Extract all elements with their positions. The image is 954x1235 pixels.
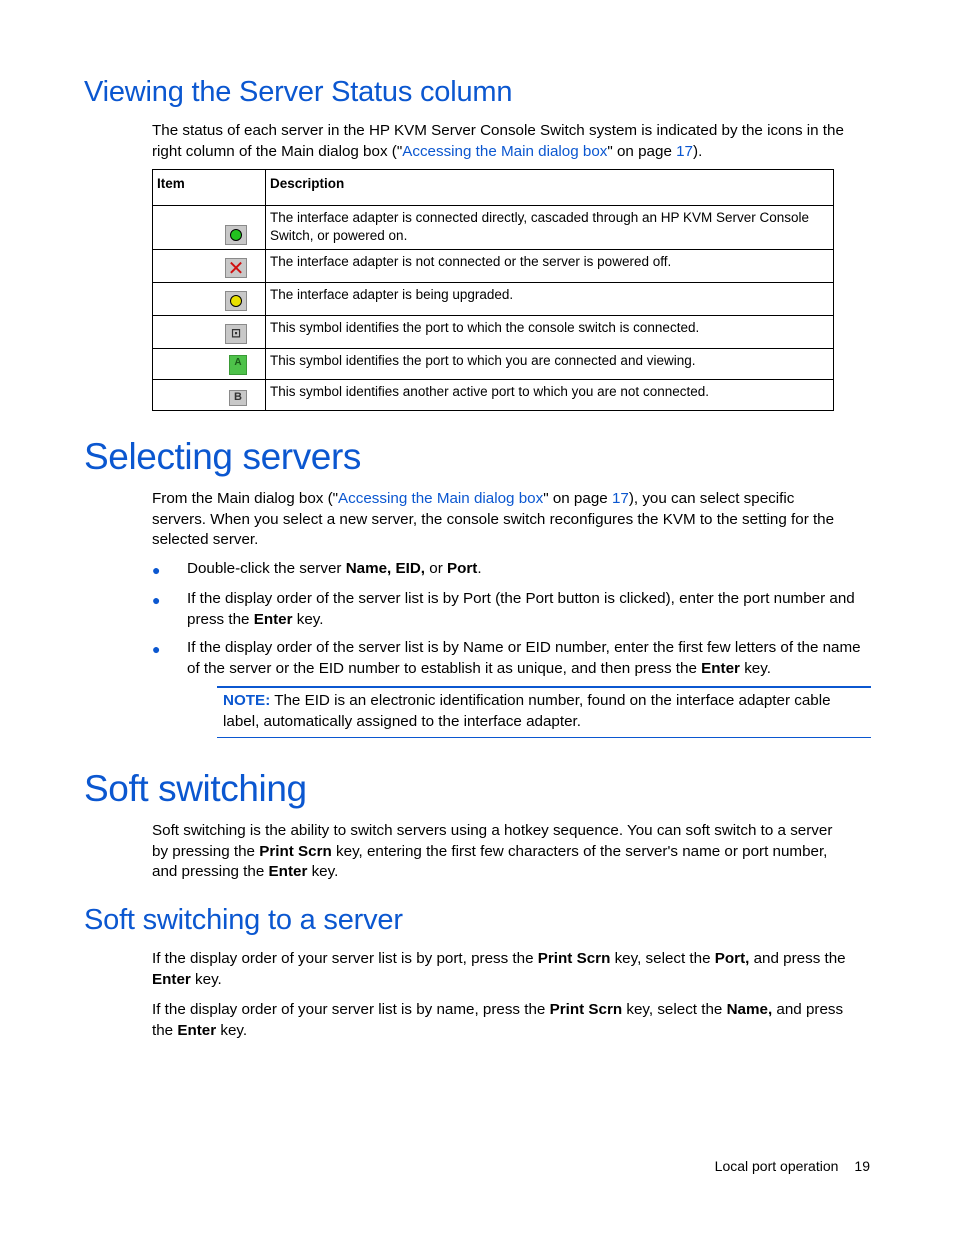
page-link[interactable]: 17 — [611, 490, 629, 507]
row-description: The interface adapter is being upgraded. — [266, 283, 834, 316]
bullet-dot-icon: ● — [152, 641, 161, 657]
server-status-intro: The status of each server in the HP KVM Server Console Switch system is indicated by the icons in the right column of the Main dialog box ("Accessing the Main dialog box" on page 17). — [152, 122, 844, 160]
table-row — [153, 316, 834, 349]
page-link[interactable]: 17 — [676, 142, 694, 160]
section-heading-server-status: Viewing the Server Status column — [84, 76, 513, 108]
section-heading-soft-switching: Soft switching — [84, 768, 307, 809]
page-footer — [715, 1158, 870, 1174]
table-row — [153, 250, 834, 283]
list-item: If the display order of the server list is by Port (the Port button is clicked), enter the port number and press the Enter key. — [187, 590, 855, 628]
table-row — [153, 380, 834, 411]
port-b-icon: B — [229, 390, 247, 406]
note-label: NOTE: — [223, 692, 271, 709]
table-row — [153, 349, 834, 380]
column-header-description: Description — [266, 170, 834, 206]
row-description: This symbol identifies the port to which the console switch is connected. — [266, 316, 834, 349]
main-dialog-link[interactable]: Accessing the Main dialog box — [338, 490, 544, 507]
server-status-table — [152, 169, 834, 411]
soft-switching-paragraph: Soft switching is the ability to switch servers using a hotkey sequence. You can soft switch to a server by pressing the Print Scrn key, entering the first few characters of the server's name or port number, and pressing the Enter key. — [152, 822, 833, 881]
red-x-icon: ✕ — [225, 258, 247, 278]
main-dialog-link[interactable]: Accessing the Main dialog box — [402, 142, 608, 160]
bullet-dot-icon: ● — [152, 592, 161, 608]
soft-switch-port-paragraph: If the display order of your server list is by port, press the Print Scrn key, select the Port, and press the Enter key. — [152, 950, 846, 988]
row-description: The interface adapter is not connected or the server is powered off. — [266, 250, 834, 283]
green-circle-icon — [225, 225, 247, 245]
row-description: This symbol identifies another active port to which you are not connected. — [266, 380, 834, 411]
yellow-circle-icon — [225, 291, 247, 311]
soft-switch-name-paragraph: If the display order of your server list is by name, press the Print Scrn key, select the Name, and press the Enter key. — [152, 1001, 844, 1039]
list-item: Double-click the server Name, EID, or Port. — [187, 560, 482, 577]
section-heading-selecting-servers: Selecting servers — [84, 436, 361, 477]
page-number: 19 — [854, 1158, 870, 1174]
list-item: If the display order of the server list is by Name or EID number, enter the first few letters of the name of the server or the EID number to establish it as unique, and then press the Enter key. — [187, 639, 861, 677]
footer-section: Local port operation — [714, 1158, 839, 1174]
note-text: The EID is an electronic identification number, found on the interface adapter cable label, automatically assigned to the interface adapter. — [223, 692, 831, 730]
section-heading-soft-switching-to-server: Soft switching to a server — [84, 904, 403, 936]
table-row — [153, 206, 834, 250]
row-description: The interface adapter is connected directly, cascaded through an HP KVM Server Console Switch, or powered on. — [266, 206, 834, 250]
note-box — [217, 686, 871, 738]
column-header-item: Item — [153, 170, 266, 206]
bullet-dot-icon: ● — [152, 562, 161, 578]
green-a-icon: A — [229, 355, 247, 375]
row-description: This symbol identifies the port to which you are connected and viewing. — [266, 349, 834, 380]
port-a-icon: ⊡ — [225, 324, 247, 344]
table-row — [153, 283, 834, 316]
table-header-row — [153, 170, 834, 206]
selecting-servers-intro: From the Main dialog box ("Accessing the Main dialog box" on page 17), you can select specific servers. When you select a new server, the console switch reconfigures the KVM to the setting for the selected server. — [152, 490, 835, 549]
